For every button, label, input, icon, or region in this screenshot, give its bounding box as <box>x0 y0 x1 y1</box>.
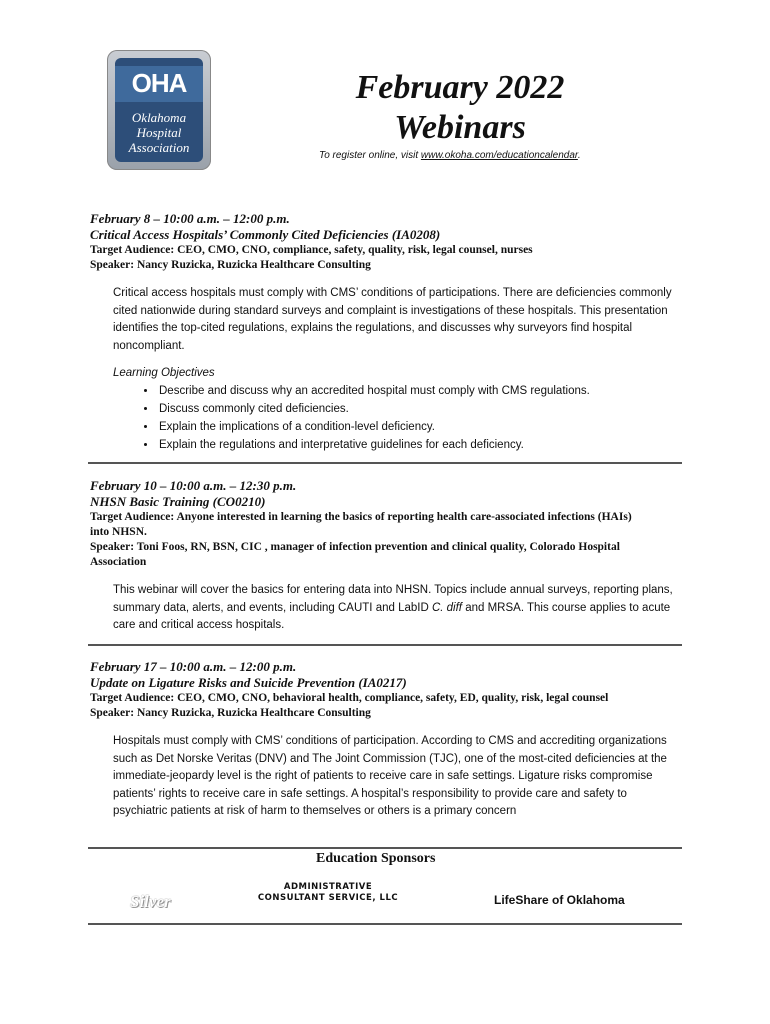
webinar-date: February 8 – 10:00 a.m. – 12:00 p.m. <box>90 211 290 226</box>
divider <box>88 644 682 646</box>
list-item: • Explain the regulations and interpretative guidelines for each deficiency. <box>157 436 690 454</box>
webinar-title: NHSN Basic Training (CO0210) <box>90 494 266 509</box>
sponsor-administrative-consultant: ADMINISTRATIVE CONSULTANT SERVICE, LLC <box>257 882 399 903</box>
target-audience: Target Audience: CEO, CMO, CNO, behavioral health, compliance, safety, ED, quality, risk, legal counsel <box>90 692 609 704</box>
sponsor-lifeshare: LifeShare of Oklahoma <box>494 893 625 907</box>
logo-org-name: Oklahoma Hospital Association <box>128 110 190 155</box>
webinar-date: February 10 – 10:00 a.m. – 12:30 p.m. <box>90 478 297 493</box>
target-audience: Target Audience: Anyone interested in learning the basics of reporting health care-associated infections (HAIs) into NHSN. <box>90 511 632 538</box>
webinar-description: Critical access hospitals must comply with CMS’ conditions of participations. There are deficiencies commonly cited nationwide during standard surveys and complaint is investigations of these hospitals. This presentation identifies the top-cited regulations, explains the regulations, and discusses why surveyors find hospital noncompliant. <box>113 287 672 352</box>
education-calendar-link[interactable]: www.okoha.com/educationcalendar <box>420 150 578 161</box>
learning-objectives-list <box>135 382 690 454</box>
divider <box>88 847 682 849</box>
webinar-section <box>90 211 690 454</box>
speaker: Speaker: Nancy Ruzicka, Ruzicka Healthcare Consulting <box>90 707 371 719</box>
page-title: February 2022 Webinars <box>355 69 565 146</box>
target-audience: Target Audience: CEO, CMO, CNO, compliance, safety, quality, risk, legal counsel, nurses <box>90 244 533 256</box>
sponsor-tier: Silver <box>130 892 171 911</box>
list-item: • Discuss commonly cited deficiencies. <box>157 400 690 418</box>
webinar-description: This webinar will cover the basics for entering data into NHSN. Topics include annual surveys, reporting plans, summary data, alerts, and events, including CAUTI and LabID C. diff and MRSA. This course applies to acute care and critical access hospitals. <box>113 584 673 631</box>
learning-objectives-heading: Learning Objectives <box>113 367 215 379</box>
oha-logo <box>107 50 211 170</box>
list-item: • Describe and discuss why an accredited hospital must comply with CMS regulations. <box>157 382 690 400</box>
list-item: • Explain the implications of a condition-level deficiency. <box>157 418 690 436</box>
webinar-date: February 17 – 10:00 a.m. – 12:00 p.m. <box>90 659 297 674</box>
sponsors-heading: Education Sponsors <box>316 851 436 866</box>
webinar-title: Update on Ligature Risks and Suicide Prevention (IA0217) <box>90 675 407 690</box>
webinar-title: Critical Access Hospitals’ Commonly Cited Deficiencies (IA0208) <box>90 227 441 242</box>
speaker: Speaker: Toni Foos, RN, BSN, CIC , manager of infection prevention and clinical quality, Colorado Hospital Association <box>90 541 620 568</box>
webinar-section <box>90 659 690 821</box>
logo-text: OHA <box>131 68 187 98</box>
divider <box>88 923 682 925</box>
divider <box>88 462 682 464</box>
register-note: To register online, visit www.okoha.com/educationcalendar. <box>319 150 581 161</box>
webinar-section <box>90 478 690 635</box>
webinar-description: Hospitals must comply with CMS’ conditions of participation. According to CMS and accrediting organizations such as Det Norske Veritas (DNV) and The Joint Commission (TJC), one of the most-cited deficiencies at the immediate-jeopardy level is the right of patients to receive care in safe settings. Ligature risks compromise patients’ rights to receive care in safe settings. A hospital’s responsibility to provide care and safety to psychiatric patients at risk of harm to themselves or others is a primary concern <box>113 735 667 817</box>
speaker: Speaker: Nancy Ruzicka, Ruzicka Healthcare Consulting <box>90 259 371 271</box>
